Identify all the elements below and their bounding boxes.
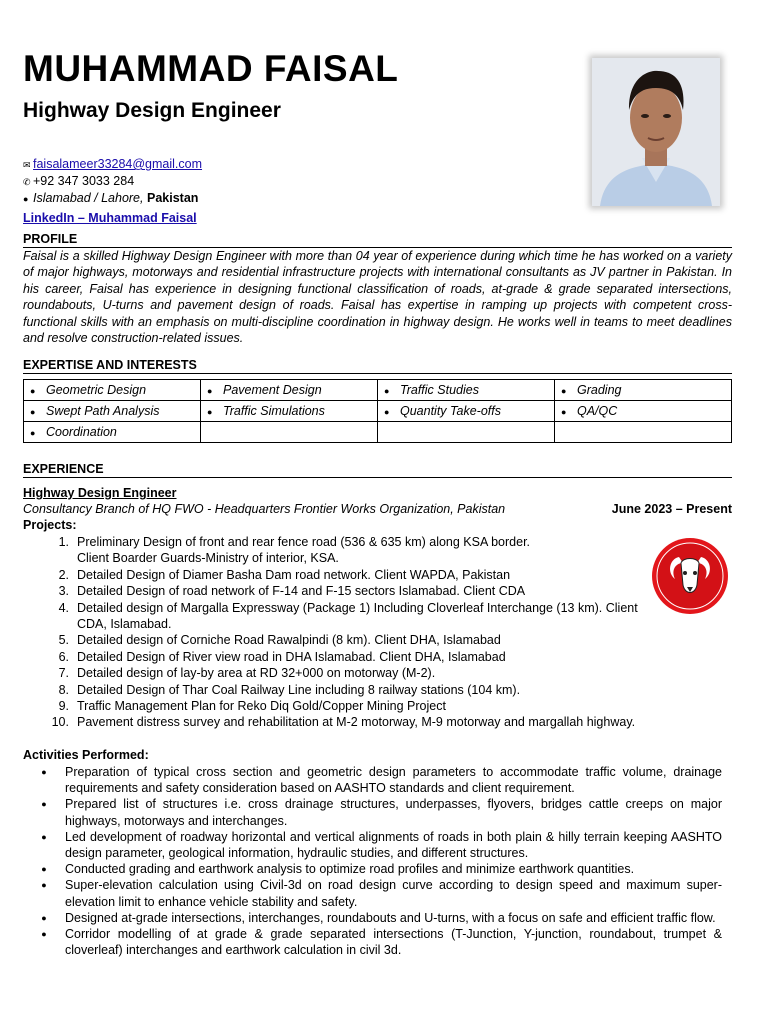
location-city: Islamabad / Lahore, [33,191,144,205]
project-text [77,714,635,730]
candidate-title: Highway Design Engineer [23,99,281,122]
expertise-cell: ● Traffic Simulations [201,401,378,422]
project-line: Detailed Design of road network of F-14 and F-15 sectors Islamabad. Client CDA [77,584,526,599]
project-item [23,534,653,567]
expertise-cell [555,422,732,443]
project-number: 7. [58,666,69,681]
activity-text: Corridor modelling of at grade & grade separated intersections (T-Junction, Y-junction, roundabout, trumpet & cloverleaf) interchanges and earthwork calculation in civil 3d. [65,927,722,958]
expertise-cell: ● Pavement Design [201,380,378,401]
project-number: 5. [58,633,69,648]
activity-text: Led development of roadway horizontal and vertical alignments of roads in both plain & hilly terrain keeping AASHTO design parameter, geological information, hydraulic studies, and different structures. [65,829,722,861]
activity-text: Prepared list of structures i.e. cross drainage structures, underpasses, flyovers, bridges cattle creeps on major highways, motorways and interchanges. [65,797,722,828]
project-line: Pavement distress survey and rehabilitation at M-2 motorway, M-9 motorway and margallah highway. [77,715,636,730]
project-number: 6. [58,649,69,664]
project-number: 8. [58,682,69,697]
expertise-row [24,422,732,443]
location-line [23,191,198,205]
activity-item [23,829,722,861]
project-line: Detailed design of Corniche Road Rawalpindi (8 km). Client DHA, Islamabad [77,633,501,648]
expertise-cell [201,422,378,443]
activities-list [23,764,722,958]
project-line: Preliminary Design of front and rear fence road (536 & 635 km) along KSA border. [77,535,531,549]
bullet-icon: ● [41,912,47,923]
location-pin-icon: ● [23,194,29,204]
project-text [77,583,525,599]
expertise-cell [378,422,555,443]
bullet-icon: ● [41,799,47,810]
project-text [77,567,510,583]
project-line: CDA, Islamabad. [77,617,172,632]
expertise-cell: ● Coordination [24,422,201,443]
phone-line [23,174,134,188]
project-number: 1. [58,535,69,549]
project-item [23,600,653,633]
activity-text: Super-elevation calculation using Civil-3d on road design curve according to design speed and maximum super-elevation limit to enhance vehicle stability and safety. [65,878,722,909]
project-number: 9. [58,699,69,714]
location-country: Pakistan [146,191,199,205]
project-line: Detailed Design of Diamer Basha Dam road network. Client WAPDA, Pakistan [77,567,511,582]
activities-label: Activities Performed: [23,748,149,762]
expertise-cell: ● Grading [555,380,732,401]
project-number: 4. [58,600,69,615]
expertise-cell: ● Swept Path Analysis [24,401,201,422]
project-line: Detailed Design of Thar Coal Railway Line including 8 railway stations (104 km). [77,682,521,697]
expertise-table [23,379,732,443]
projects-label: Projects: [23,518,77,532]
project-item [23,714,653,730]
project-line: Detailed design of lay-by area at RD 32+000 on motorway (M-2). [77,666,436,681]
job-title: Highway Design Engineer [23,486,177,500]
project-text [77,698,446,714]
profile-heading: PROFILE [23,232,732,248]
bullet-icon: ● [41,864,47,875]
project-text [77,600,638,633]
project-line: Detailed design of Margalla Expressway (Package 1) Including Cloverleaf Interchange (13 km). Client [77,600,638,615]
project-line: Detailed Design of River view road in DHA Islamabad. Client DHA, Islamabad [77,649,506,664]
fwo-logo [651,537,729,615]
project-text [77,632,501,648]
email-link[interactable]: faisalameer33284@gmail.com [33,157,203,171]
linkedin-link[interactable]: LinkedIn – Muhammad Faisal [23,211,197,225]
activity-item [23,926,722,958]
project-text [77,665,435,681]
project-line: Client Boarder Guards-Ministry of interior, KSA. [77,551,339,566]
linkedin-line [23,211,197,225]
profile-summary: Faisal is a skilled Highway Design Engineer with more than 04 year of experience during which time he has worked on a variety of major highways, motorways and residential infrastructure projects with international consultants as JV partner in Pakistan. In his career, Faisal has experience in designing functional classification of roads, at-grade & grade separated intersections, roundabouts, U-turns and pavement design of roads. Faisal has expertise in ramping up projects with competent cross-functional skills with an emphasis on multi-discipline coordination in highway design. He works well in teams to meet deadlines and resolve construction-related issues. [23,249,732,346]
project-number: 10. [51,715,69,730]
expertise-cell: ● QA/QC [555,401,732,422]
project-text [77,649,506,665]
project-item [23,567,653,583]
activity-item [23,796,722,828]
project-line: Traffic Management Plan for Reko Diq Gold/Copper Mining Project [77,699,446,714]
bullet-icon: ● [41,767,47,777]
experience-heading: EXPERIENCE [23,462,732,478]
project-item [23,682,653,698]
employer: Consultancy Branch of HQ FWO - Headquarters Frontier Works Organization, Pakistan [23,502,506,516]
activity-item [23,861,722,877]
expertise-row [24,401,732,422]
expertise-cell: ● Quantity Take-offs [378,401,555,422]
bullet-icon: ● [41,929,47,940]
project-number: 3. [58,584,69,599]
project-item [23,649,653,665]
project-item [23,698,653,714]
expertise-heading: EXPERTISE AND INTERESTS [23,358,732,374]
activity-item [23,764,722,796]
candidate-name: MUHAMMAD FAISAL [23,48,399,89]
bullet-icon: ● [41,831,47,842]
expertise-cell: ● Traffic Studies [378,380,555,401]
projects-list [23,534,653,731]
activity-text: Preparation of typical cross section and geometric design parameters to accommodate traffic volume, drainage requirements and safety consideration based on AASHTO standards and client requirement. [65,765,722,796]
project-item [23,632,653,648]
email-line [23,157,202,171]
expertise-cell: ● Geometric Design [24,380,201,401]
activity-text: Conducted grading and earthwork analysis to optimize road profiles and minimize earthwork quantities. [65,862,635,877]
employment-dates: June 2023 – Present [611,502,732,516]
project-text [77,534,530,567]
profile-photo [592,58,720,206]
expertise-row [24,380,732,401]
phone-icon: ✆ [23,177,31,187]
project-item [23,583,653,599]
email-icon: ✉ [23,160,31,170]
project-number: 2. [58,567,69,582]
activity-item [23,877,722,909]
activity-text: Designed at-grade intersections, interchanges, roundabouts and U-turns, with a focus on safe and efficient traffic flow. [65,910,716,925]
bullet-icon: ● [41,880,47,891]
phone-number: +92 347 3033 284 [33,174,135,188]
project-item [23,665,653,681]
activity-item [23,910,722,926]
project-text [77,682,520,698]
